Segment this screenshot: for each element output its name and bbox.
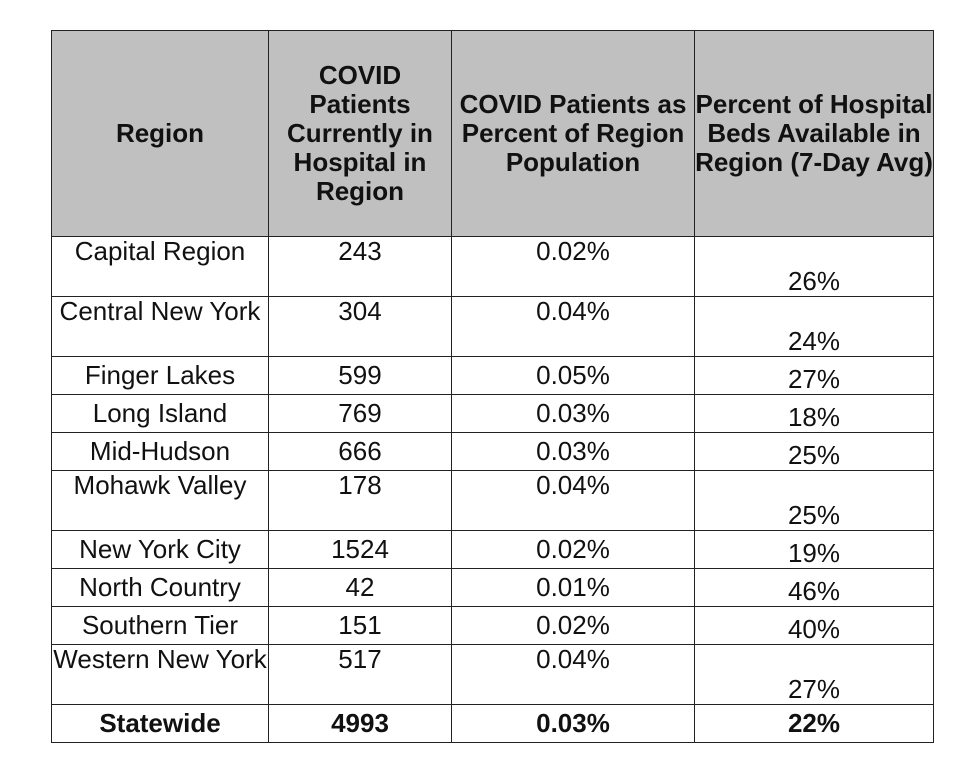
header-beds-available: Percent of Hospital Beds Available in Region (7-Day Avg) <box>695 31 934 237</box>
cell-region: New York City <box>52 531 269 569</box>
cell-patients: 178 <box>269 471 452 531</box>
cell-percent-population: 0.04% <box>452 645 695 705</box>
cell-beds-available: 19% <box>695 531 934 569</box>
table-row <box>52 569 934 607</box>
cell-patients: 304 <box>269 297 452 357</box>
cell-patients: 666 <box>269 433 452 471</box>
cell-region: Capital Region <box>52 237 269 297</box>
header-region: Region <box>52 31 269 237</box>
cell-percent-population: 0.02% <box>452 237 695 297</box>
cell-percent-population: 0.03% <box>452 705 695 743</box>
cell-region: Mid-Hudson <box>52 433 269 471</box>
table-row <box>52 531 934 569</box>
cell-region: Central New York <box>52 297 269 357</box>
cell-beds-available: 27% <box>695 645 934 705</box>
cell-percent-population: 0.02% <box>452 607 695 645</box>
cell-percent-population: 0.03% <box>452 433 695 471</box>
cell-percent-population: 0.04% <box>452 471 695 531</box>
cell-region: Finger Lakes <box>52 357 269 395</box>
table-row <box>52 357 934 395</box>
cell-patients: 4993 <box>269 705 452 743</box>
covid-hospitalization-table <box>51 30 934 743</box>
table-row <box>52 237 934 297</box>
cell-region: Mohawk Valley <box>52 471 269 531</box>
cell-beds-available: 26% <box>695 237 934 297</box>
cell-patients: 151 <box>269 607 452 645</box>
table-row <box>52 433 934 471</box>
cell-region: Southern Tier <box>52 607 269 645</box>
table-row <box>52 645 934 705</box>
cell-percent-population: 0.03% <box>452 395 695 433</box>
cell-percent-population: 0.01% <box>452 569 695 607</box>
cell-region: Long Island <box>52 395 269 433</box>
cell-patients: 769 <box>269 395 452 433</box>
cell-beds-available: 24% <box>695 297 934 357</box>
table-row <box>52 395 934 433</box>
cell-beds-available: 25% <box>695 433 934 471</box>
table-row <box>52 471 934 531</box>
statewide-row <box>52 705 934 743</box>
cell-patients: 599 <box>269 357 452 395</box>
header-row <box>52 31 934 237</box>
cell-beds-available: 27% <box>695 357 934 395</box>
cell-patients: 1524 <box>269 531 452 569</box>
table-row <box>52 607 934 645</box>
cell-region: North Country <box>52 569 269 607</box>
cell-beds-available: 22% <box>695 705 934 743</box>
cell-percent-population: 0.05% <box>452 357 695 395</box>
header-percent-population: COVID Patients as Percent of Region Population <box>452 31 695 237</box>
table-body <box>52 237 934 743</box>
cell-region: Statewide <box>52 705 269 743</box>
cell-beds-available: 40% <box>695 607 934 645</box>
table-header <box>52 31 934 237</box>
cell-region: Western New York <box>52 645 269 705</box>
header-patients: COVID Patients Currently in Hospital in Region <box>269 31 452 237</box>
cell-beds-available: 18% <box>695 395 934 433</box>
cell-percent-population: 0.04% <box>452 297 695 357</box>
cell-patients: 243 <box>269 237 452 297</box>
cell-percent-population: 0.02% <box>452 531 695 569</box>
cell-beds-available: 46% <box>695 569 934 607</box>
table-row <box>52 297 934 357</box>
cell-patients: 42 <box>269 569 452 607</box>
cell-beds-available: 25% <box>695 471 934 531</box>
cell-patients: 517 <box>269 645 452 705</box>
